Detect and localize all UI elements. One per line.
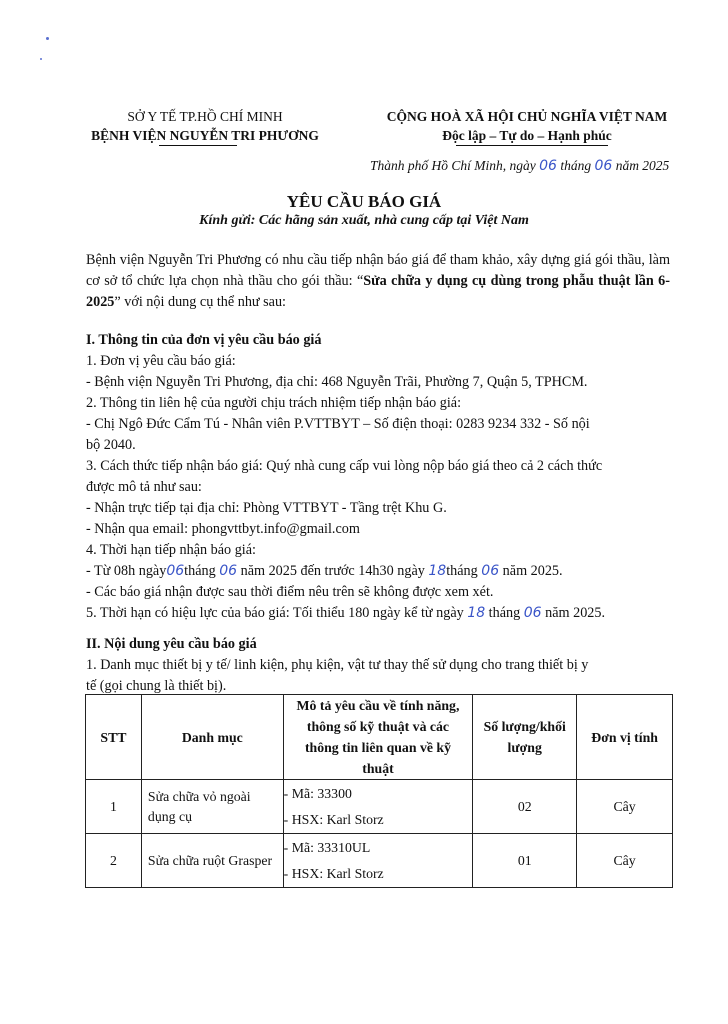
cell-spec [283, 834, 473, 888]
header-stt: STT [86, 695, 142, 780]
header-qty: Số lượng/khối lượng [473, 695, 577, 780]
section1-line: bộ 2040. [86, 437, 136, 453]
issuer-underline [159, 145, 237, 146]
spec-code: - Mã: 33300 [283, 785, 352, 801]
date-month-label: tháng [560, 158, 592, 173]
handwritten-day: 18 [428, 563, 447, 579]
motto-underline [456, 145, 608, 146]
date-day-handwritten: 06 [539, 158, 557, 174]
spec-manufacturer: - HSX: Karl Storz [283, 811, 384, 827]
issuer-department: SỞ Y TẾ TP.HỒ CHÍ MINH [127, 109, 283, 124]
cell-unit: Cây [577, 834, 673, 888]
section1-line: - Nhận trực tiếp tại địa chỉ: Phòng VTTBYT - Tầng trệt Khu G. [86, 500, 447, 516]
section1-line: 3. Cách thức tiếp nhận báo giá: Quý nhà cung cấp vui lòng nộp báo giá theo cả 2 cách thức [86, 458, 603, 474]
section1-line: 4. Thời hạn tiếp nhận báo giá: [86, 542, 256, 558]
spec-code: - Mã: 33310UL [283, 839, 371, 855]
handwritten-month: 06 [219, 563, 238, 579]
handwritten-month: 06 [523, 605, 542, 621]
section2-heading: II. Nội dung yêu cầu báo giá [86, 636, 257, 652]
section1-email-line: - Nhận qua email: phongvttbyt.info@gmail.com [86, 521, 360, 537]
intro-text-end: ” với nội dung cụ thể như sau: [114, 294, 286, 310]
national-motto: Độc lập – Tự do – Hạnh phúc [442, 128, 612, 143]
issuer-block [60, 107, 350, 145]
document-title: YÊU CẦU BÁO GIÁ [286, 192, 442, 211]
pen-mark [46, 37, 49, 40]
cell-category: Sửa chữa ruột Grasper [141, 834, 283, 888]
section2-line: 1. Danh mục thiết bị y tế/ linh kiện, phụ kiện, vật tư thay thế sử dụng cho trang thiết bị y [86, 657, 589, 673]
table-header-row [86, 695, 673, 780]
section2-line: tế (gọi chung là thiết bị). [86, 678, 227, 694]
deadline-line: - Từ 08h ngày06tháng 06 năm 2025 đến trước 14h30 ngày 18tháng 06 năm 2025. [86, 563, 563, 579]
cell-stt: 1 [86, 780, 142, 834]
cell-stt: 2 [86, 834, 142, 888]
date-year: năm 2025 [615, 158, 670, 173]
pen-mark [40, 58, 42, 60]
cell-category: Sửa chữa vỏ ngoài dụng cụ [141, 780, 283, 834]
validity-line: 5. Thời hạn có hiệu lực của báo giá: Tối thiểu 180 ngày kể từ ngày 18 tháng 06 năm 2025. [86, 605, 606, 621]
header-category: Danh mục [141, 695, 283, 780]
table-row [86, 780, 673, 834]
date-line [370, 158, 669, 174]
section1-line: được mô tả như sau: [86, 479, 202, 495]
national-title-block [362, 107, 692, 145]
header-spec: Mô tả yêu cầu về tính năng, thông số kỹ thuật và các thông tin liên quan về kỹ thuật [283, 695, 473, 780]
intro-text: Bệnh viện Nguyễn Tri Phương có nhu cầu tiếp nhận báo giá để tham khảo, xây dựng giá gói thầu, làm cơ sở tổ chức lựa chọn nhà thầu cho gói thầu: “ [86, 252, 670, 289]
cell-qty: 02 [473, 780, 577, 834]
table-row [86, 834, 673, 888]
handwritten-day: 06 [166, 563, 185, 579]
date-prefix: Thành phố Hồ Chí Minh, ngày [370, 158, 536, 173]
date-month-handwritten: 06 [594, 158, 613, 174]
items-table [85, 694, 673, 888]
section1-line: 2. Thông tin liên hệ của người chịu trách nhiệm tiếp nhận báo giá: [86, 395, 462, 411]
national-title: CỘNG HOÀ XÃ HỘI CHỦ NGHĨA VIỆT NAM [386, 109, 668, 124]
intro-package-name: Sửa chữa y dụng cụ dùng trong phẫu thuật lần 6-2025 [86, 273, 671, 310]
handwritten-day: 18 [467, 605, 486, 621]
section1-line: - Bệnh viện Nguyễn Tri Phương, địa chỉ: 468 Nguyễn Trãi, Phường 7, Quận 5, TPHCM. [86, 374, 588, 390]
section1-line: - Chị Ngô Đức Cẩm Tú - Nhân viên P.VTTBYT – Số điện thoại: 0283 9234 332 - Số nội [86, 416, 590, 432]
cell-spec [283, 780, 473, 834]
cell-qty: 01 [473, 834, 577, 888]
section1-line: 1. Đơn vị yêu cầu báo giá: [86, 353, 236, 369]
section1-line: - Các báo giá nhận được sau thời điểm nêu trên sẽ không được xem xét. [86, 584, 494, 600]
section1-heading: I. Thông tin của đơn vị yêu cầu báo giá [86, 332, 322, 348]
header-unit: Đơn vị tính [577, 695, 673, 780]
cell-unit: Cây [577, 780, 673, 834]
intro-paragraph [86, 250, 670, 313]
spec-manufacturer: - HSX: Karl Storz [283, 865, 384, 881]
issuer-hospital: BỆNH VIỆN NGUYỄN TRI PHƯƠNG [91, 128, 319, 143]
recipient-line: Kính gửi: Các hãng sản xuất, nhà cung cấp tại Việt Nam [199, 213, 529, 228]
handwritten-month: 06 [481, 563, 500, 579]
